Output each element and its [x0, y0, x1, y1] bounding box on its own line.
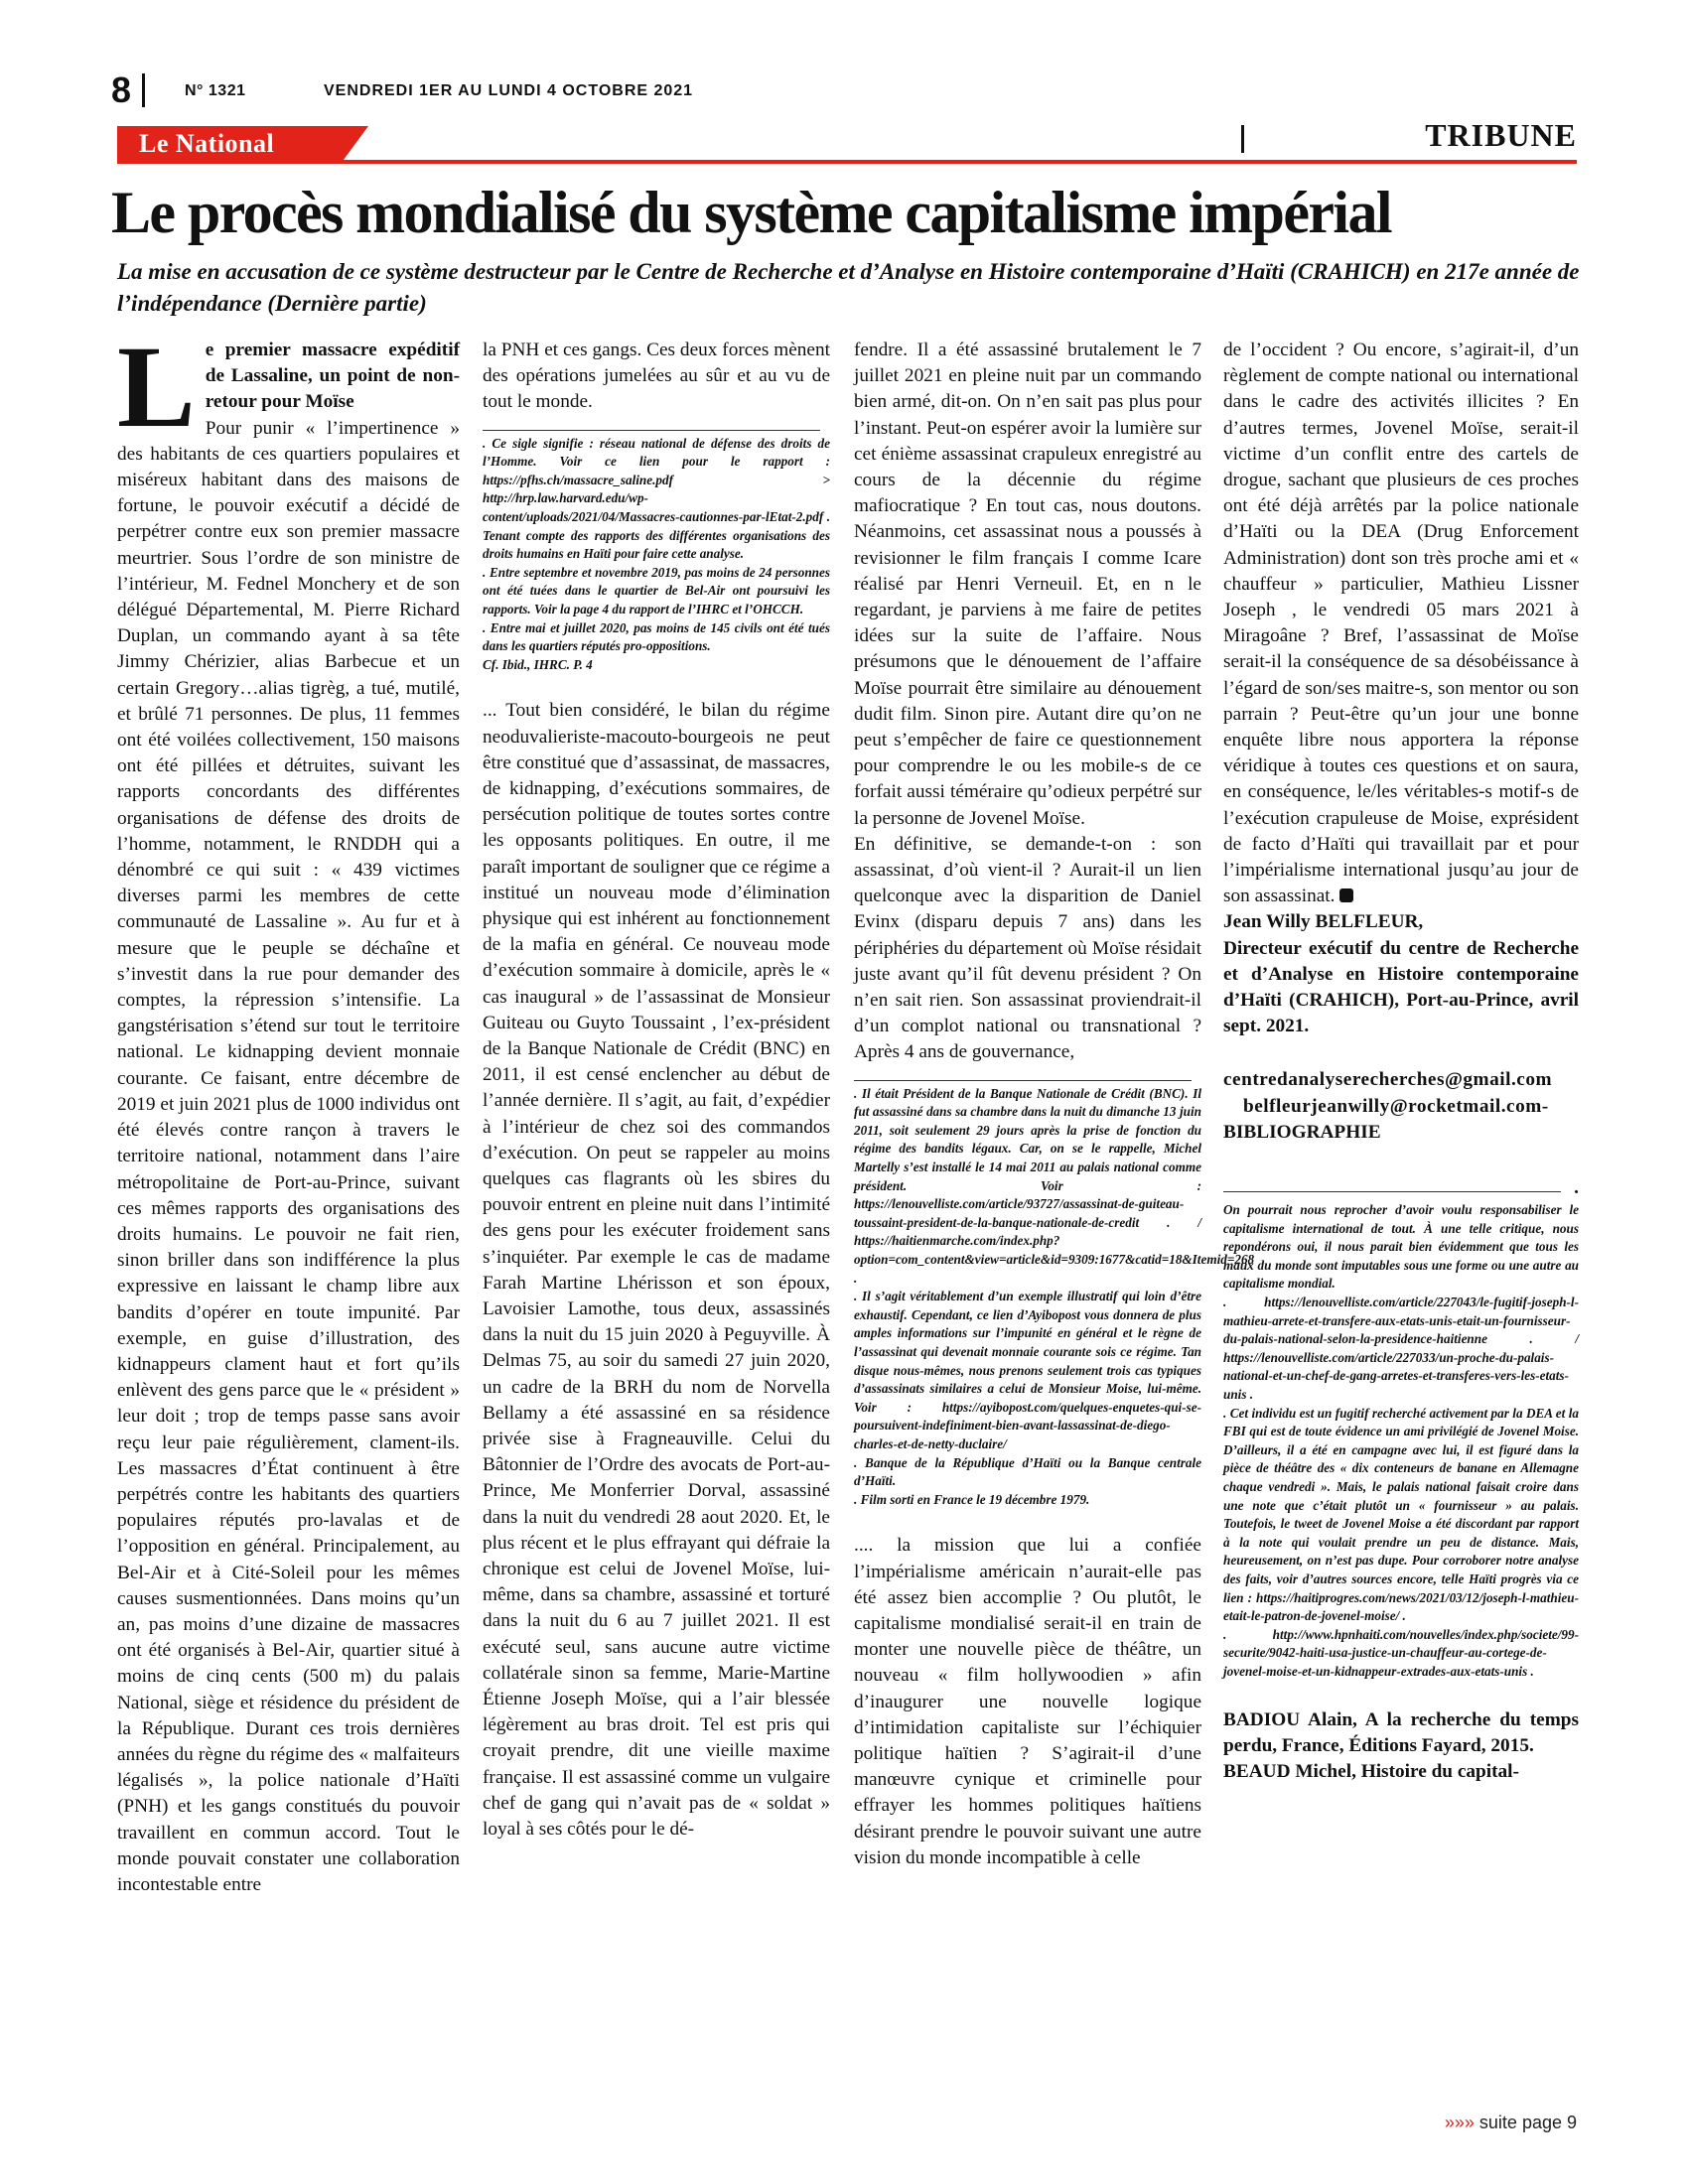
body-text: ... Tout bien considéré, le bilan du régime neoduvalieriste-macouto-bourgeois ne peut être constitué que d’assassinat, de massacres, de kidnapping, d’exécutions sommaires, de persécution politique de toutes sortes contre les opposants politiques. En outre, il me paraît important de souligner que ce régime a institué un nouveau mode d’élimination physique qui est inhérent au fonctionnement de la mafia en général. Ce nouveau mode d’exécution sommaire à domicile, après le « cas inaugural » de l’assassinat de Monsieur Guiteau ou Guyto Toussaint , l’ex-président de la Banque Nationale de Crédit (BNC) en 2011, il est censé enclencher au début de l’année dernière. Il s’agit, au fait, d’expédier à l’intérieur de chez soi des commandos d’exécution. On peut se rappeler au moins quelques cas flagrants où les sbires du pouvoir entrent en pleine nuit dans l’intimité des gens pour les exécuter froidement sans s’inquiéter. Par exemple le cas de madame Farah Martine Lhérisson et son époux, Lavoisier Lamothe, tous deux, assassinés dans la nuit du 15 juin 2020 à Peguyville. À Delmas 75, au soir du samedi 27 juin 2020, un cadre de la BRH du nom de Norvella Bellamy a été assassiné en sa résidence privée sise à Fragneauville. Celui du Bâtonnier de l’Ordre des avocats de Port-au-Prince, Me Monferrier Dorval, assassiné dans la nuit du vendredi 28 aout 2020. Et, le plus récent et le plus effrayant qui défraie la chronique est celui de Jovenel Moïse, lui- même, dans sa chambre, assassiné et torturé dans la nuit du 6 au 7 juillet 2021. Il est exécuté seul, sans aucune autre victime collatérale sinon sa femme, Marie-Martine Étienne Joseph Moïse, qui a l’air blessée légèrement au bras droit. Tel est pris qui croyait prendre, dit une vieille maxime française. Il est assassiné comme un vulgaire chef de gang qui n’avait pas de « soldat » loyal à ses côtés pour le dé- [483, 700, 830, 1841]
footnote-rule [1223, 1191, 1561, 1192]
issue-date: VENDREDI 1ER AU LUNDI 4 OCTOBRE 2021 [324, 82, 694, 99]
author-name: Jean Willy BELFLEUR, [1223, 911, 1424, 933]
lead-heading: e premier massacre expéditif de Lassaline, un point de non-retour pour Moïse [205, 340, 460, 413]
issue-number: N° 1321 [185, 82, 246, 99]
body-text: fendre. Il a été assassiné brutalement le 7 juillet 2021 en pleine nuit par un commando bien armé, dit-on. On n’en sait pas plus pour l’instant. Peut-on espérer avoir la lumière sur cet énième assassinat crapuleux enregistré au cours de la décennie du régime mafiocratique ? En tout cas, nous doutons. Néanmoins, cet assassinat nous a poussés à revisionner le film français I comme Icare réalisé par Henri Verneuil. Et, en n le regardant, je parviens à me faire de petites idées sur la suite de l’affaire. Nous présumons que le dénouement de l’affaire Moïse pourrait être similaire au dénouement dudit film. Sinon pire. Autant dire qu’on ne peut s’empêcher de faire ce questionnement pour comprendre le ou les mobile-s de ce forfait aussi téméraire qu’odieux perpétré sur la personne de Jovenel Moïse. [854, 340, 1201, 829]
footnote: . https://lenouvelliste.com/article/227043/le-fugitif-joseph-l-mathieu-arrete-et-transfere-aux-etats-unis-etait-un-fournisseur-du-palais-national-selon-la-presidence-haitienne . / https://lenouvelliste.com/article/227033/un-proche-du-palais-national-et-un-chef-de-gang-arretes-et-transferes-vers-les-etats-unis . [1223, 1295, 1579, 1403]
article-deck: La mise en accusation de ce système destructeur par le Centre de Recherche et d’Analyse en Histoire contemporaine d’Haïti (CRAHICH) en 217e année de l’indépendance (Dernière partie) [117, 259, 1580, 316]
article-column-4 [1223, 338, 1579, 1785]
continue-link[interactable] [1445, 2113, 1577, 2133]
bibliography-entry: BADIOU Alain, A la recherche du temps perdu, France, Éditions Fayard, 2015. [1223, 1708, 1579, 1756]
author-title: Directeur exécutif du centre de Recherche et d’Analyse en Histoire contemporaine d’Haïti (CRAHICH), Port-au-Prince, avril sept. 2021. [1223, 937, 1579, 1037]
footnote-rule [483, 430, 820, 431]
article-column-2 [483, 338, 830, 1843]
arrow-icon: »»» [1444, 2113, 1475, 2132]
footnote: . Entre mai et juillet 2020, pas moins de 145 civils ont été tués dans les quartiers réputés pro-oppositions. [483, 619, 830, 654]
rule-mark: . [1574, 1177, 1579, 1199]
header-divider [142, 73, 145, 107]
body-text: la PNH et ces gangs. Ces deux forces mènent des opérations jumelées au sûr et au vu de tout le monde. [483, 340, 830, 413]
email-link[interactable]: belfleurjeanwilly@rocketmail.com- [1243, 1095, 1549, 1117]
email-link[interactable]: centredanalyserecherches@gmail.com [1223, 1069, 1553, 1091]
footnote: . Ce sigle signifie : réseau national de défense des droits de l’Homme. Voir ce lien pour le rapport : https://pfhs.ch/massacre_saline.pdf > http://hrp.law.harvard.edu/wp-content/uploads/2021/04/Massacres-cautionnes-par-lEtat-2.pdf . Tenant compte des rapports des différentes organisations des droits humains en Haïti pour faire cette analyse. [483, 435, 830, 562]
section-title: TRIBUNE [1425, 117, 1577, 153]
footnote: . Il était Président de la Banque Nationale de Crédit (BNC). Il fut assassiné dans sa chambre dans la nuit du dimanche 13 juin 2011, soit seulement 29 jours après la prise de fonction du régime des bandits légaux. Car, on se le rappelle, Michel Martelly s’est installé le 14 mai 2011 au palais national comme président. Voir : https://lenouvelliste.com/article/93727/assassinat-de-guiteau-toussaint-president-de-la-banque-nationale-de-credit . / https://haitienmarche.com/index.php?option=com_content&view=article&id=9309:1677&catid=18&Itemid=268 . [854, 1085, 1255, 1286]
section-divider [1241, 125, 1244, 153]
body-text: de l’occident ? Ou encore, s’agirait-il, d’un règlement de compte national ou international dans le cadre des activités illicites ? En d’autres termes, Jovenel Moïse, serait-il victime d’un conflit entre des cartels de drogue, sachant que plusieurs de ces proches ont été déjà arrêtés par la police nationale d’Haïti ou la DEA (Drug Enforcement Administration) dont son très proche ami et « chauffeur » particulier, Mathieu Lissner Joseph , le vendredi 05 mars 2021 à Miragoâne ? Bref, l’assassinat de Moïse serait-il la conséquence de sa désobéissance à l’égard de son/ses maitre-s, son mentor ou son parrain ? Peut-être qu’un jour une bonne enquête libre nous apportera la réponse véridique à toutes ces questions et on saura, en conséquence, le/les véritables-s motif-s de l’exécution crapuleuse de Moise, exprésident de facto d’Haïti qui travaillait par et pour l’impérialisme international jusqu’au jour de son assassinat. [1223, 340, 1579, 907]
body-text: En définitive, se demande-t-on : son assassinat, d’où vient-il ? Aurait-il un lien quelconque avec la disparition de Daniel Evinx (disparu depuis 7 ans) dans les périphéries du département où Moïse résidait juste avant qu’il fût devenu président ? On n’en sait rien. Son assassinat proviendrait-il d’un complot national ou transnational ? Après 4 ans de gouvernance, [854, 833, 1201, 1063]
article-column-3 [854, 338, 1255, 1871]
bibliography-entry: BEAUD Michel, Histoire du capital- [1223, 1760, 1519, 1782]
article-column-1 [117, 322, 460, 1898]
brand-banner-slant [341, 126, 368, 164]
end-mark-icon [1339, 888, 1353, 902]
drop-cap: L [117, 322, 196, 452]
bibliography-heading: BIBLIOGRAPHIE [1223, 1121, 1381, 1143]
footnote: . Banque de la République d’Haïti ou la Banque centrale d’Haïti. [854, 1454, 1201, 1489]
footnote: On pourrait nous reprocher d’avoir voulu responsabiliser le capitalisme international de tout. À une telle critique, nous repondérons oui, il nous parait bien évidemment que tous les maux du monde sont imputables sous une forme ou une autre au capitalisme mondial. [1223, 1202, 1579, 1292]
brand-name: Le National [139, 129, 275, 158]
footnote-rule [854, 1080, 1192, 1081]
footnote: . Il s’agit véritablement d’un exemple illustratif qui loin d’être exhaustif. Cependant, ce lien d’Ayibopost vous donnera de plus amples informations sur l’impunité en général et le règne de l’assassinat qui devenait monnaie courante sois ce régime. Tan disque nous-mêmes, nous prenons seulement trois cas typiques d’assassinats similaires a celui de Monsieur Moise, lui-même. Voir : https://ayibopost.com/quelques-enquetes-qui-se-poursuivent-indefiniment-bien-avant-lassassinat-de-diego-charles-et-de-netty-duclaire/ [854, 1289, 1201, 1451]
article-headline: Le procès mondialisé du système capitalisme impérial [111, 180, 1391, 245]
page-number: 8 [111, 69, 132, 110]
footnote: . Film sorti en France le 19 décembre 1979. [854, 1491, 1090, 1507]
footnote: Cf. Ibid., IHRC. P. 4 [483, 656, 593, 672]
body-text: .... la mission que lui a confiée l’impérialisme américain n’aurait-elle pas été assez bien accomplie ? Ou plutôt, le capitalisme mondialisé serait-il en train de monter une nouvelle pièce de théâtre, un nouveau « film hollywoodien » afin d’inaugurer une nouvelle logique d’intimidation capitaliste sur l’échiquier politique haïtien ? S’agirait-il d’une manœuvre cynique et criminelle pour effrayer les hommes politiques haïtiens désirant prendre le pouvoir suivant une autre vision du monde incompatible à celle [854, 1535, 1201, 1868]
continue-label: suite page 9 [1478, 2113, 1577, 2132]
body-text: Pour punir « l’impertinence » des habitants de ces quartiers populaires et miséreux habitant dans des maisons de fortune, le pouvoir exécutif a décidé de perpétrer contre eux son premier massacre meurtrier. Sous l’ordre de son ministre de l’intérieur, M. Fednel Monchery et de son délégué Départemental, M. Pierre Richard Duplan, un commando ayant à sa tête Jimmy Chérizier, alias Barbecue et un certain Gregory…alias tigrèg, a tué, mutilé, et brûlé 71 personnes. De plus, 11 femmes ont été voilées collectivement, 150 maisons ont été pillées et détruites, suivant les rapports concordants des différentes organisations de défense des droits de l’homme, notamment, le RNDDH qui a dénombré ce qui suit : « 439 victimes diverses parmi les membres de cette communauté de Lassaline ». Au fur et à mesure que le peuple se déchaîne et s’investit dans la rue pour demander des comptes, la répression s’intensifie. La gangstérisation s’étend sur tout le territoire national. Le kidnapping devient monnaie courante. Ce faisant, entre décembre de 2019 et juin 2021 plus de 1000 individus ont été élevés contre rançon à travers le territoire national, notamment dans l’aire métropolitaine de Port-au-Prince, suivant ces mêmes rapports des organisations des droits humains. Le pouvoir ne fait rien, sinon briller dans son indifférence la plus expressive en laissant le champ libre aux bandits d’opérer en toute impunité. Par exemple, en guise d’illustration, des kidnappeurs clament haut et fort qu’ils enlèvent des gens parce que le « président » leur doit ; trop de temps passe sans avoir reçu leur paie régulièrement, clament-ils. Les massacres d’État continuent à être perpétrés contre les habitants des quartiers populaires réputés pro-lavalas et de l’opposition en général. Principalement, au Bel-Air et à Cité-Soleil pour les mêmes causes susmentionnées. Dans moins qu’un an, pas moins d’une dizaine de massacres ont été organisés à Bel-Air, quartier situé à moins de cinq cents (500 m) du palais National, siège et résidence du président de la République. Durant ces trois dernières années du règne du régime des « malfaiteurs légalisés », la police nationale d’Haïti (PNH) et les gangs constitués du pouvoir travaillent en commun accord. Tout le monde pouvait constater une collaboration incontestable entre [117, 417, 460, 1895]
footnote: . Entre septembre et novembre 2019, pas moins de 24 personnes ont été tuées dans le quartier de Bel-Air ont poursuivi les rapports. Voir la page 4 du rapport de l’IHRC et l’OHCCH. [483, 564, 830, 616]
footnote: . http://www.hpnhaiti.com/nouvelles/index.php/societe/99-securite/9042-haiti-usa-justice-un-chauffeur-au-cortege-de-jovenel-moise-et-un-kidnappeur-extrades-aux-etats-unis . [1223, 1626, 1579, 1679]
footnote: . Cet individu est un fugitif recherché activement par la DEA et la FBI qui est de toute évidence un ami privilégié de Jovenel Moise. D’ailleurs, il a été en campagne avec lui, il est figuré dans la pièce de théâtre des « dix conteneurs de banane en Allemagne chaque vendredi ». Mais, le palais national faisait croire dans une note que c’était plutôt un « fournisseur » au palais. Toutefois, le tweet de Jovenel Moise a été discordant par rapport à la note qui voulait prendre un peu de distance. Mais, heureusement, on n’est pas dupe. Pour corroborer notre analyse des faits, voir d’autres sources encore, telle Haïti progrès via ce lien : https://haitiprogres.com/news/2021/03/12/joseph-l-mathieu-etait-le-patron-de-jovenel-moise/ . [1223, 1405, 1579, 1624]
section-rule [117, 160, 1577, 164]
